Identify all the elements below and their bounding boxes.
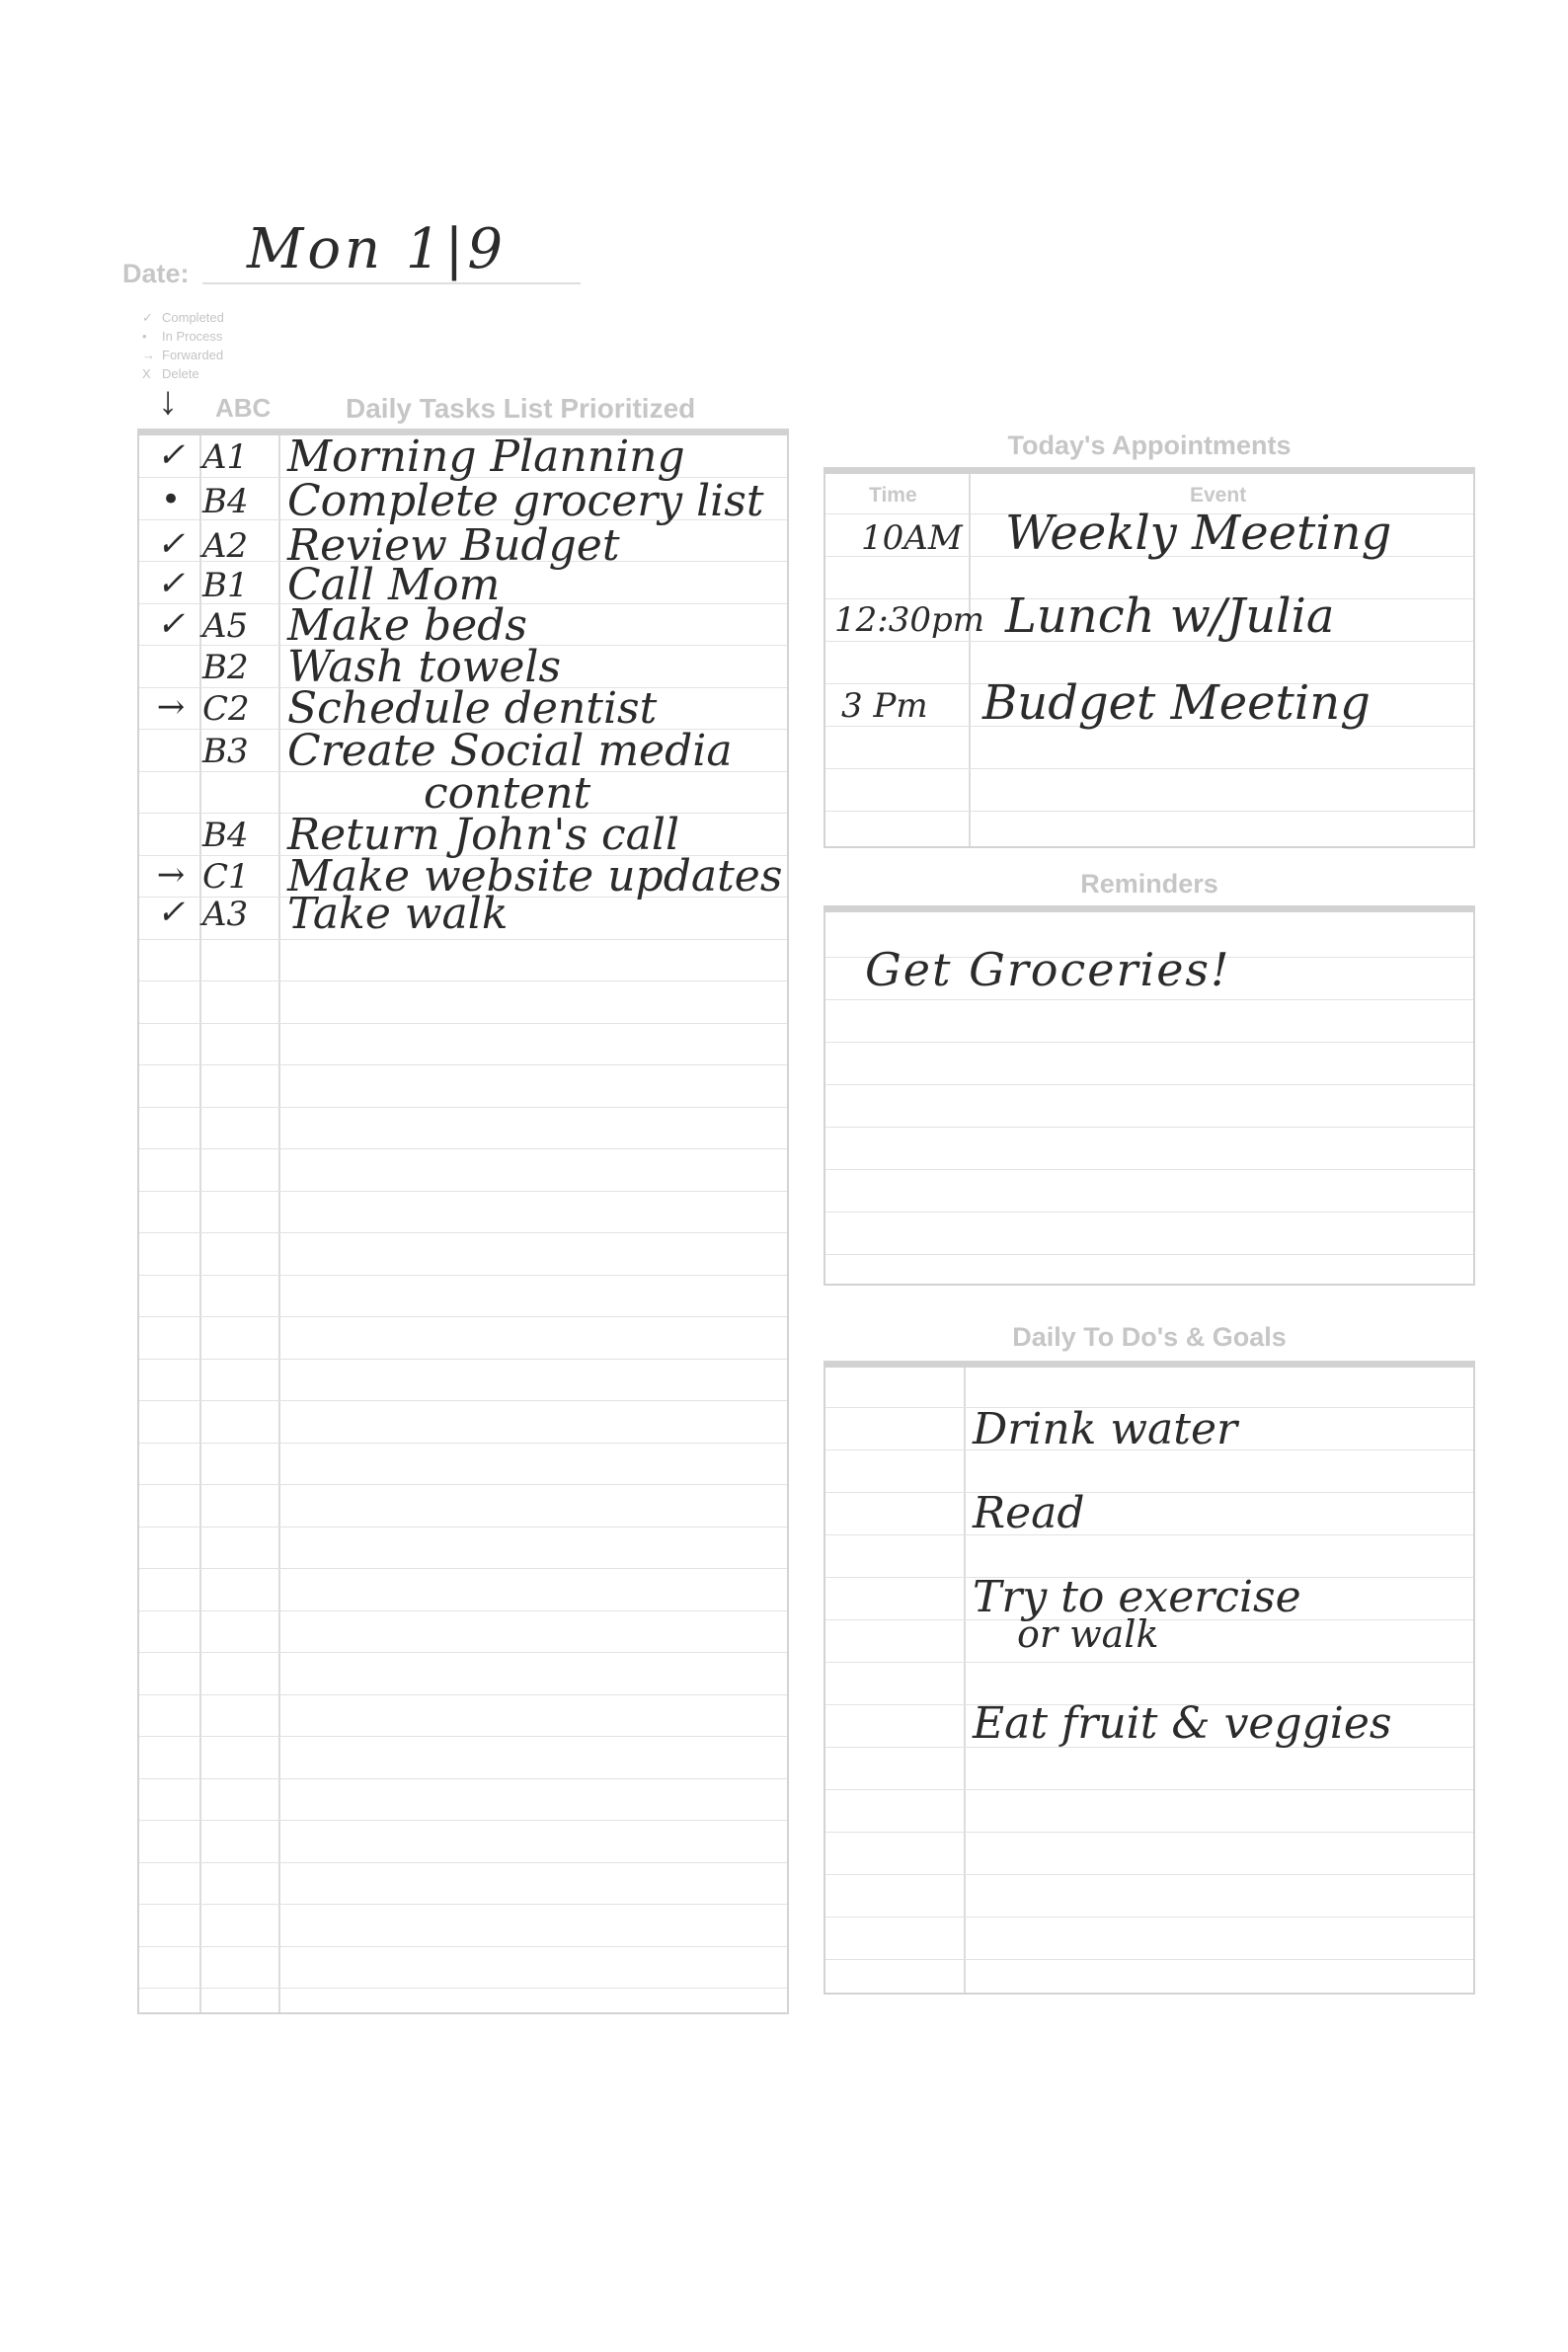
- ruled-line: [825, 1662, 1473, 1663]
- ruled-line: [139, 1694, 787, 1695]
- ruled-line: [139, 1400, 787, 1401]
- goal-item: Eat fruit & veggies: [973, 1698, 1392, 1749]
- goals-title: Daily To Do's & Goals: [1012, 1322, 1287, 1352]
- ruled-line: [825, 999, 1473, 1000]
- goal-item-continuation: or walk: [1017, 1612, 1159, 1656]
- ruled-line: [139, 1107, 787, 1108]
- ruled-line: [139, 1568, 787, 1569]
- appointment-event: Lunch w/Julia: [1005, 588, 1335, 644]
- reminders-title: Reminders: [1080, 869, 1218, 899]
- date-value: Mon 1|9: [247, 217, 508, 281]
- ruled-line: [139, 980, 787, 981]
- priority-column-header: ABC: [215, 393, 272, 423]
- appointments-divider: [969, 474, 971, 846]
- ruled-line: [139, 1484, 787, 1485]
- appointment-time: 3 Pm: [841, 686, 928, 726]
- goals-table: [823, 1361, 1475, 1995]
- ruled-line: [139, 1148, 787, 1149]
- ruled-line: [139, 1736, 787, 1737]
- ruled-line: [825, 1789, 1473, 1790]
- ruled-line: [139, 1023, 787, 1024]
- legend-item-completed: ✓ Completed: [142, 310, 224, 325]
- goal-item: Read: [973, 1488, 1085, 1538]
- ruled-line: [139, 1652, 787, 1653]
- ruled-line: [139, 1316, 787, 1317]
- ruled-line: [139, 1232, 787, 1233]
- ruled-line: [825, 811, 1473, 812]
- ruled-line: [825, 1534, 1473, 1535]
- goal-item: Drink water: [973, 1404, 1238, 1454]
- ruled-line: [139, 1443, 787, 1444]
- tasks-title: Daily Tasks List Prioritized: [346, 393, 696, 424]
- ruled-line: [825, 1084, 1473, 1085]
- status-column-arrow-icon: ↓: [158, 379, 178, 423]
- ruled-line: [825, 1042, 1473, 1043]
- tasks-divider-status: [199, 435, 201, 2012]
- goals-divider: [964, 1368, 966, 1993]
- ruled-line: [139, 1191, 787, 1192]
- ruled-line: [139, 1359, 787, 1360]
- ruled-line: [825, 1127, 1473, 1128]
- ruled-line: [139, 1527, 787, 1528]
- ruled-line: [139, 1946, 787, 1947]
- date-underline: [202, 282, 581, 284]
- ruled-line: [139, 1988, 787, 1989]
- ruled-line: [825, 1492, 1473, 1493]
- appointments-title: Today's Appointments: [1007, 431, 1292, 460]
- ruled-line: [825, 768, 1473, 769]
- ruled-line: [825, 1212, 1473, 1213]
- ruled-line: [825, 1959, 1473, 1960]
- ruled-line: [139, 1904, 787, 1905]
- appointments-time-header: Time: [869, 484, 917, 507]
- ruled-line: [139, 1275, 787, 1276]
- status-legend: [142, 308, 224, 383]
- legend-item-delete: X Delete: [142, 366, 199, 381]
- appointments-event-header: Event: [1190, 484, 1247, 507]
- date-label: Date:: [122, 259, 190, 288]
- ruled-line: [139, 1064, 787, 1065]
- legend-item-in-process: • In Process: [142, 329, 223, 344]
- ruled-line: [825, 1832, 1473, 1833]
- ruled-line: [825, 1169, 1473, 1170]
- appointment-time: 12:30pm: [834, 600, 984, 640]
- ruled-line: [825, 1874, 1473, 1875]
- ruled-line: [825, 1254, 1473, 1255]
- ruled-line: [139, 1862, 787, 1863]
- ruled-line: [139, 1820, 787, 1821]
- ruled-line: [139, 1610, 787, 1611]
- reminder-text: Get Groceries!: [865, 943, 1231, 996]
- goal-item: Try to exercise: [973, 1572, 1301, 1622]
- legend-item-forwarded: → Forwarded: [142, 348, 224, 362]
- appointment-event: Budget Meeting: [982, 675, 1371, 731]
- tasks-divider-priority: [278, 435, 280, 2012]
- appointment-time: 10AM: [861, 518, 963, 558]
- ruled-line: [825, 1917, 1473, 1918]
- appointment-event: Weekly Meeting: [1005, 506, 1392, 561]
- ruled-line: [139, 1778, 787, 1779]
